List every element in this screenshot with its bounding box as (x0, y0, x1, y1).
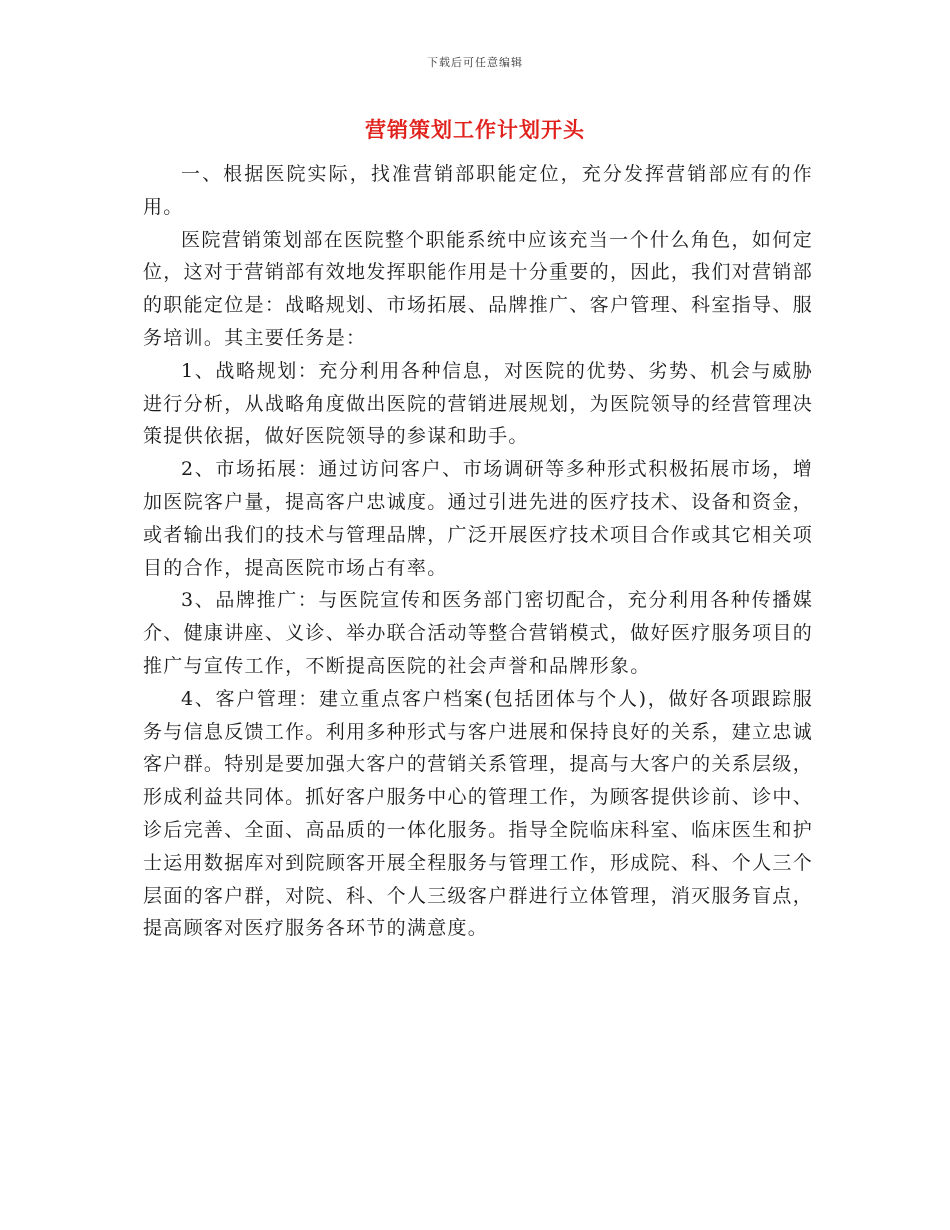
document-body (143, 158, 813, 945)
paragraph-strategy-planning: 1、战略规划：充分利用各种信息，对医院的优势、劣势、机会与威胁进行分析，从战略角度做出医院的营销进展规划，为医院领导的经营管理决策提供依据，做好医院领导的参谋和助手。 (143, 359, 813, 448)
paragraph-customer-management: 4、客户管理：建立重点客户档案(包括团体与个人)，做好各项跟踪服务与信息反馈工作。利用多种形式与客户进展和保持良好的关系，建立忠诚客户群。特别是要加强大客户的营销关系管理，提高与大客户的关系层级，形成利益共同体。抓好客户服务中心的管理工作，为顾客提供诊前、诊中、诊后完善、全面、高品质的一体化服务。指导全院临床科室、临床医生和护士运用数据库对到院顾客开展全程服务与管理工作，形成院、科、个人三个层面的客户群，对院、科、个人三级客户群进行立体管理，消灭服务盲点，提高顾客对医疗服务各环节的满意度。 (143, 687, 813, 940)
document-title: 营销策划工作计划开头 (365, 117, 585, 142)
paragraph-section-one: 一、根据医院实际，找准营销部职能定位，充分发挥营销部应有的作用。 (143, 163, 813, 218)
paragraph-market-expansion: 2、市场拓展：通过访问客户、市场调研等多种形式积极拓展市场，增加医院客户量，提高客户忠诚度。通过引进先进的医疗技术、设备和资金，或者输出我们的技术与管理品牌，广泛开展医疗技术项目合作或其它相关项目的合作，提高医院市场占有率。 (143, 458, 813, 579)
paragraph-brand-promotion: 3、品牌推广：与医院宣传和医务部门密切配合，充分利用各种传播媒介、健康讲座、义诊、举办联合活动等整合营销模式，做好医疗服务项目的推广与宣传工作，不断提高医院的社会声誉和品牌形象。 (143, 589, 813, 677)
header-note: 下载后可任意编辑 (427, 56, 523, 69)
paragraph-role-positioning: 医院营销策划部在医院整个职能系统中应该充当一个什么角色，如何定位，这对于营销部有效地发挥职能作用是十分重要的，因此，我们对营销部的职能定位是：战略规划、市场拓展、品牌推广、客户管理、科室指导、服务培训。其主要任务是： (143, 228, 813, 349)
